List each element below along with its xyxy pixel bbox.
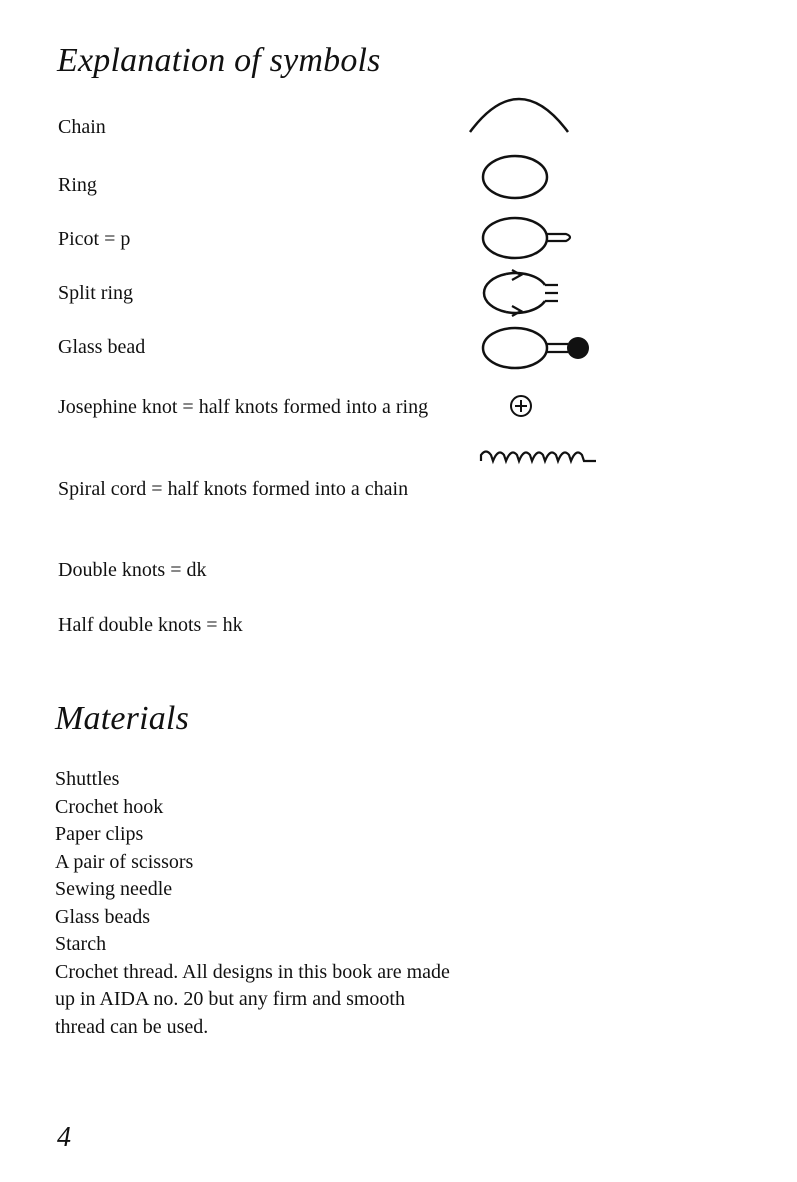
picot-icon — [478, 213, 578, 263]
symbol-label-chain: Chain — [58, 116, 106, 138]
materials-item-starch: Starch — [55, 933, 107, 955]
materials-list — [55, 766, 455, 1041]
materials-item-crochet-hook: Crochet hook — [55, 795, 164, 818]
glass-bead-icon — [478, 322, 598, 374]
symbol-label-double-knots: Double knots = dk — [58, 559, 207, 581]
materials-item-scissors: A pair of scissors — [55, 850, 194, 873]
chain-arc-icon — [460, 88, 580, 138]
symbol-label-split-ring: Split ring — [58, 282, 134, 304]
materials-item-crochet-thread: Crochet thread. All designs in this book are made up in AIDA no. 20 but any firm and smooth thread can be used. — [55, 960, 450, 1038]
symbol-label-picot: Picot = p — [58, 228, 131, 250]
ring-oval-icon — [478, 152, 558, 202]
symbol-label-josephine-knot: Josephine knot = half knots formed into a ring — [58, 396, 429, 418]
split-ring-icon — [478, 265, 578, 321]
josephine-knot-icon — [506, 392, 536, 422]
spiral-cord-icon — [478, 444, 603, 468]
symbol-label-glass-bead: Glass bead — [58, 336, 146, 358]
symbol-label-ring: Ring — [58, 174, 97, 196]
page-number: 4 — [57, 1122, 71, 1153]
materials-item-paper-clips: Paper clips — [55, 823, 144, 845]
materials-item-sewing-needle: Sewing needle — [55, 878, 173, 900]
symbol-label-spiral-cord: Spiral cord = half knots formed into a chain — [58, 478, 409, 500]
symbols-heading: Explanation of symbols — [57, 42, 381, 79]
materials-heading: Materials — [55, 700, 190, 737]
symbol-label-half-double-knots: Half double knots = hk — [58, 614, 243, 636]
materials-item-shuttles: Shuttles — [55, 768, 120, 790]
materials-item-glass-beads: Glass beads — [55, 905, 150, 928]
